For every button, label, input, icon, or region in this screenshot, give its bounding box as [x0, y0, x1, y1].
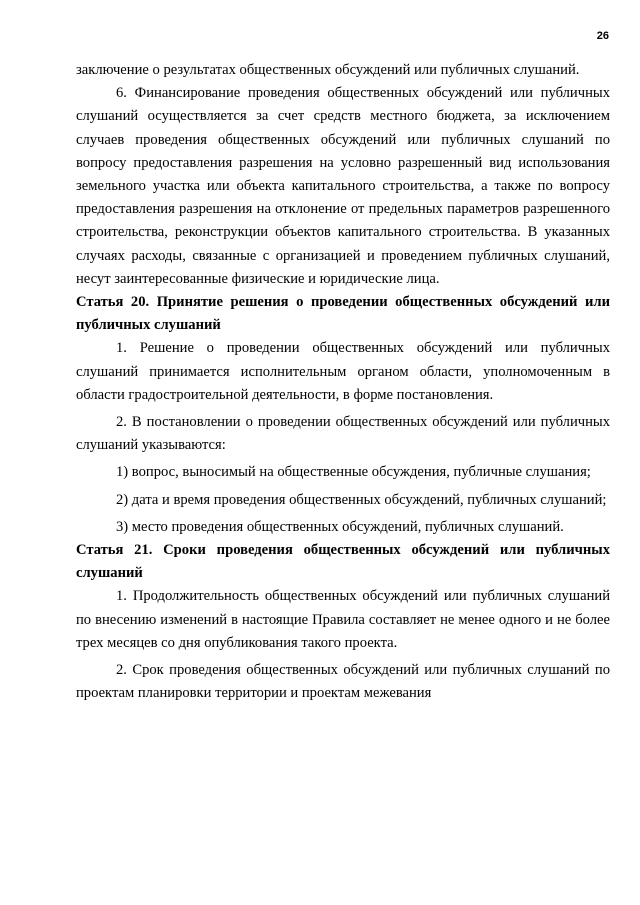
article-21-heading: Статья 21. Сроки проведения общественных обсуждений или публичных слушаний	[76, 542, 610, 582]
article-20-subitem-1: 1) вопрос, выносимый на общественные обсуждения, публичные слушания;	[116, 464, 591, 481]
article-20-item-2: 2. В постановлении о проведении общественных обсуждений или публичных слушаний указываются:	[76, 414, 610, 454]
article-20-subitem-2: 2) дата и время проведения общественных обсуждений, публичных слушаний;	[116, 491, 607, 508]
article-21-item-1: 1. Продолжительность общественных обсуждений или публичных слушаний по внесению изменений в настоящие Правила составляет не менее одного и не более трех месяцев со дня опубликования такого проекта.	[76, 588, 610, 651]
article-20-item-1: 1. Решение о проведении общественных обсуждений или публичных слушаний принимается исполнительным органом области, уполномоченным в области градостроительной деятельности, в форме постановления.	[76, 340, 610, 403]
article-20-heading: Статья 20. Принятие решения о проведении общественных обсуждений или публичных слушаний	[76, 294, 610, 334]
page-body	[76, 59, 610, 705]
paragraph-financing: 6. Финансирование проведения общественных обсуждений или публичных слушаний осуществляется за счет средств местного бюджета, за исключением случаев проведения общественных обсуждений или публичных слушаний по вопросу предоставления разрешения на условно разрешенный вид использования земельного участка или объекта капитального строительства, а также по вопросу предоставления разрешения на отклонение от предельных параметров разрешенного строительства, реконструкции объектов капитального строительства. В указанных случаях расходы, связанные с организацией и проведением публичных слушаний, несут заинтересованные физические и юридические лица.	[76, 85, 610, 287]
article-20-subitem-3: 3) место проведения общественных обсуждений, публичных слушаний.	[116, 518, 564, 535]
page-number: 26	[596, 30, 609, 42]
paragraph-conclusion: заключение о результатах общественных обсуждений или публичных слушаний.	[76, 62, 580, 78]
article-21-item-2: 2. Срок проведения общественных обсуждений или публичных слушаний по проектам планировки территории и проектам межевания	[76, 662, 610, 702]
